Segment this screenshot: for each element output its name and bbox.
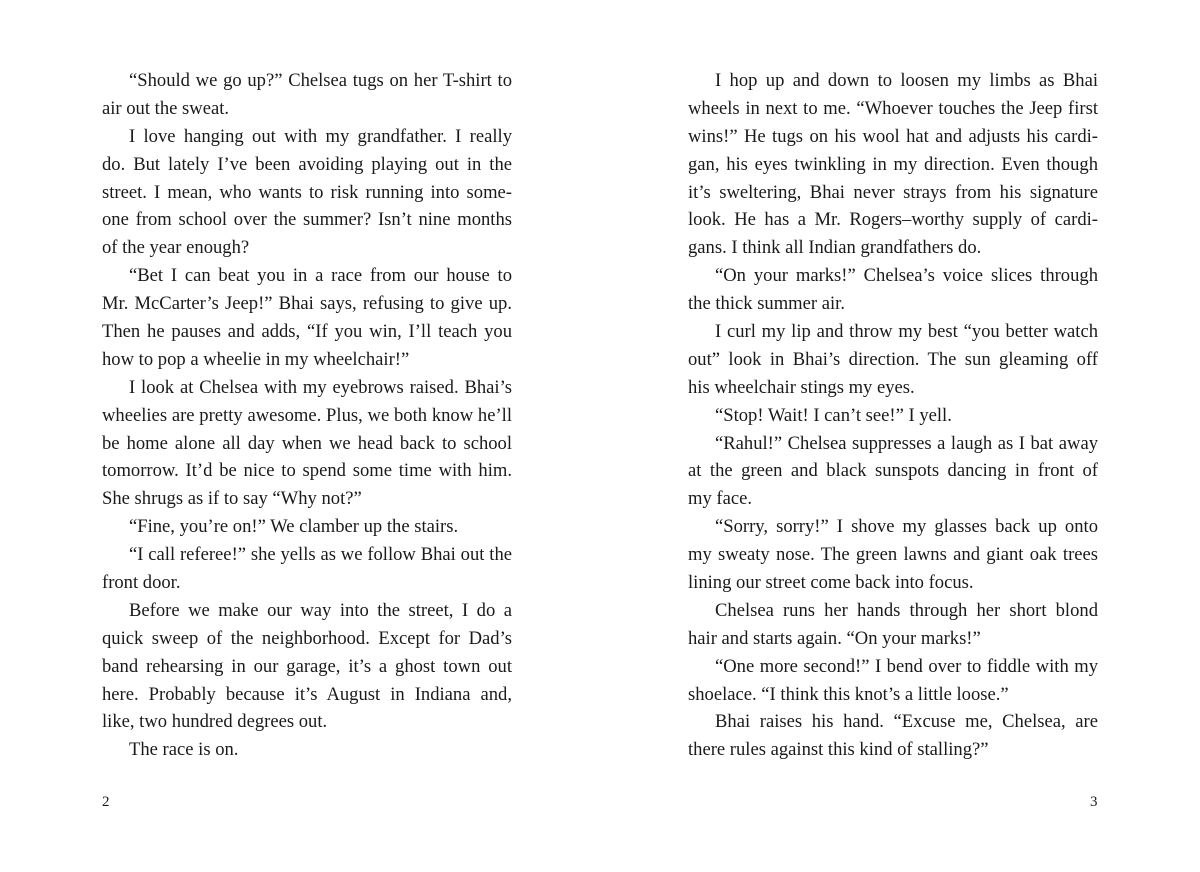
text-line: my face. — [688, 488, 753, 510]
text-line: “Rahul!” Chelsea suppresses a laugh as I bat away — [715, 432, 1098, 454]
text-line: “I call referee!” she yells as we follow Bhai out the — [129, 544, 512, 566]
text-line: I curl my lip and throw my best “you better watch — [715, 321, 1098, 343]
text-line: She shrugs as if to say “Why not?” — [102, 488, 362, 510]
text-line: “One more second!” I bend over to fiddle with my — [715, 655, 1098, 677]
text-line: wheelies are pretty awesome. Plus, we both know he’ll — [102, 404, 512, 426]
text-line: front door. — [102, 572, 181, 594]
text-line: tomorrow. It’d be nice to spend some time with him. — [102, 460, 512, 482]
text-line: I hop up and down to loosen my limbs as Bhai — [715, 70, 1098, 91]
text-line: wheels in next to me. “Whoever touches the Jeep first — [688, 97, 1098, 119]
text-line: Chelsea runs her hands through her short blond — [715, 599, 1098, 621]
text-line: one from school over the summer? Isn’t nine months — [102, 209, 512, 231]
text-line: Before we make our way into the street, I do a — [129, 599, 512, 621]
text-line: “Sorry, sorry!” I shove my glasses back up onto — [715, 516, 1098, 538]
text-line: do. But lately I’ve been avoiding playing out in the — [102, 153, 512, 175]
text-line: “Should we go up?” Chelsea tugs on her T-shirt to — [129, 70, 512, 91]
text-line: here. Probably because it’s August in Indiana and, — [102, 683, 512, 705]
text-line: lining our street come back into focus. — [688, 572, 974, 594]
text-line: shoelace. “I think this knot’s a little loose.” — [688, 683, 1009, 705]
right-page-text — [688, 67, 1098, 764]
left-page-text — [102, 67, 512, 764]
text-line: “Fine, you’re on!” We clamber up the stairs. — [129, 516, 459, 538]
left-page-number: 2 — [102, 794, 110, 810]
text-line: look. He has a Mr. Rogers–worthy supply of cardi- — [688, 209, 1098, 231]
text-line: my sweaty nose. The green lawns and giant oak trees — [688, 544, 1098, 566]
text-line: The race is on. — [129, 739, 239, 761]
text-line: at the green and black sunspots dancing in front of — [688, 460, 1098, 482]
text-line: out” look in Bhai’s direction. The sun gleaming off — [688, 348, 1098, 370]
text-line: street. I mean, who wants to risk running into some- — [102, 181, 512, 203]
text-line: the thick summer air. — [688, 293, 845, 315]
text-line: band rehearsing in our garage, it’s a ghost town out — [102, 655, 512, 677]
text-line: Bhai raises his hand. “Excuse me, Chelsea, are — [715, 711, 1098, 733]
text-line: gan, his eyes twinkling in my direction. Even though — [688, 153, 1098, 175]
text-line: “On your marks!” Chelsea’s voice slices through — [715, 265, 1098, 287]
text-line: Then he pauses and adds, “If you win, I’ll teach you — [102, 321, 512, 343]
text-line: I look at Chelsea with my eyebrows raised. Bhai’s — [129, 376, 512, 398]
text-line: “Bet I can beat you in a race from our house to — [129, 265, 512, 287]
text-line: quick sweep of the neighborhood. Except for Dad’s — [102, 627, 512, 649]
text-line: I love hanging out with my grandfather. I really — [129, 125, 512, 147]
text-line: gans. I think all Indian grandfathers do. — [688, 237, 982, 259]
text-line: there rules against this kind of stalling?” — [688, 739, 989, 761]
text-line: hair and starts again. “On your marks!” — [688, 627, 981, 649]
text-line: of the year enough? — [102, 237, 250, 259]
text-line: like, two hundred degrees out. — [102, 711, 328, 733]
text-line: wins!” He tugs on his wool hat and adjusts his cardi- — [688, 125, 1098, 147]
text-line: it’s sweltering, Bhai never strays from his signature — [688, 181, 1098, 203]
text-line: “Stop! Wait! I can’t see!” I yell. — [715, 404, 952, 426]
text-line: how to pop a wheelie in my wheelchair!” — [102, 348, 410, 370]
right-page-number: 3 — [1090, 794, 1098, 810]
text-line: be home alone all day when we head back to school — [102, 432, 512, 454]
text-line: air out the sweat. — [102, 97, 230, 119]
text-line: his wheelchair stings my eyes. — [688, 376, 915, 398]
text-line: Mr. McCarter’s Jeep!” Bhai says, refusing to give up. — [102, 293, 512, 315]
